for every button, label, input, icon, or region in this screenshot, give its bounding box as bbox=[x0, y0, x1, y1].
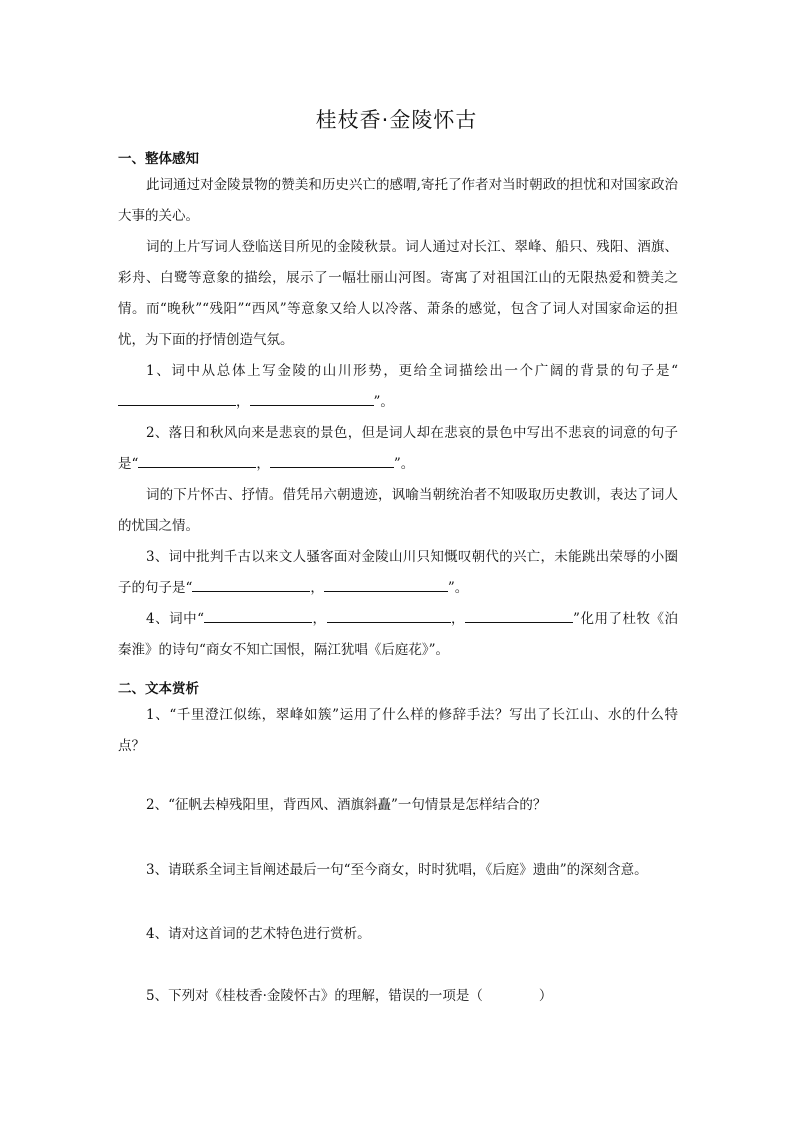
document-title: 桂枝香·金陵怀古 bbox=[315, 108, 478, 132]
question-2-1: 1、“千里澄江似练，翠峰如簇”运用了什么样的修辞手法？写出了长江山、水的什么特点？ bbox=[118, 707, 678, 754]
section-heading-appreciation: 二、文本赏析 bbox=[118, 681, 199, 697]
question-2-4: 4、请对这首词的艺术特色进行赏析。 bbox=[146, 926, 371, 942]
answer-blank[interactable] bbox=[192, 575, 310, 592]
question-1-4-suffix: ”化用了杜牧《泊秦淮》的诗句“商女不知亡国恨，隔江犹唱《后庭花》”。 bbox=[118, 611, 678, 658]
question-1-1-text: 1、词中从总体上写金陵的山川形势，更给全词描绘出一个广阔的背景的句子是 bbox=[146, 363, 672, 379]
answer-blank[interactable] bbox=[465, 606, 573, 623]
quote-open: “ bbox=[671, 363, 678, 379]
separator: ， bbox=[256, 456, 270, 472]
paragraph-upper-part: 词的上片写词人登临送目所见的金陵秋景。词人通过对长江、翠峰、船只、残阳、酒旗、彩舟、白鹭等意象的描绘，展示了一幅壮丽山河图。寄寓了对祖国江山的无限热爱和赞美之情。而“晚秋”“残阳”“西风”等意象又给人以冷落、萧条的感觉，包含了词人对国家命运的担忧，为下面的抒情创造气氛。 bbox=[118, 239, 678, 348]
quote-close: ”。 bbox=[373, 394, 394, 410]
answer-blank[interactable] bbox=[204, 606, 312, 623]
separator: ， bbox=[450, 611, 466, 627]
answer-blank[interactable] bbox=[138, 451, 256, 468]
answer-blank[interactable] bbox=[270, 451, 394, 468]
question-2-2: 2、“征帆去棹残阳里，背西风、酒旗斜矗”一句情景是怎样结合的？ bbox=[146, 797, 547, 813]
answer-blank[interactable] bbox=[324, 575, 448, 592]
quote-open: “ bbox=[185, 580, 193, 596]
question-2-3: 3、请联系全词主旨阐述最后一句“至今商女，时时犹唱，《后庭》遗曲”的深刻含意。 bbox=[146, 862, 648, 878]
paragraph-intro: 此词通过对金陵景物的赞美和历史兴亡的感喟,寄托了作者对当时朝政的担忧和对国家政治大事的关心。 bbox=[118, 177, 678, 224]
paragraph-lower-part: 词的下片怀古、抒情。借凭吊六朝遗迹，讽喻当朝统治者不知吸取历史教训，表达了词人的忧国之情。 bbox=[118, 487, 678, 534]
separator: ， bbox=[312, 611, 327, 627]
separator: ， bbox=[310, 580, 324, 596]
question-1-3-text: 3、词中批判千古以来文人骚客面对金陵山川只知慨叹朝代的兴亡，未能跳出荣辱的小圈子的句子是 bbox=[118, 549, 678, 596]
question-1-4-prefix: 4、词中“ bbox=[146, 611, 205, 627]
quote-close: ”。 bbox=[447, 580, 469, 596]
separator: ， bbox=[236, 394, 250, 410]
section-heading-overall: 一、整体感知 bbox=[118, 151, 199, 167]
question-1-3 bbox=[118, 542, 678, 604]
question-1-2 bbox=[118, 418, 678, 480]
question-1-2-text: 2、落日和秋风向来是悲哀的景色，但是词人却在悲哀的景色中写出不悲哀的词意的句子是 bbox=[118, 425, 678, 472]
question-1-4 bbox=[118, 604, 678, 666]
answer-blank[interactable] bbox=[250, 389, 374, 406]
question-2-5-text: 5、下列对《桂枝香·金陵怀古》的理解，错误的一项是（ bbox=[146, 988, 483, 1004]
question-1-1 bbox=[118, 356, 678, 418]
paren-close: ） bbox=[538, 988, 553, 1004]
answer-blank[interactable] bbox=[118, 389, 236, 406]
answer-blank[interactable] bbox=[327, 606, 451, 623]
quote-open: “ bbox=[131, 456, 139, 472]
question-2-5 bbox=[118, 981, 678, 1012]
quote-close: ”。 bbox=[393, 456, 415, 472]
